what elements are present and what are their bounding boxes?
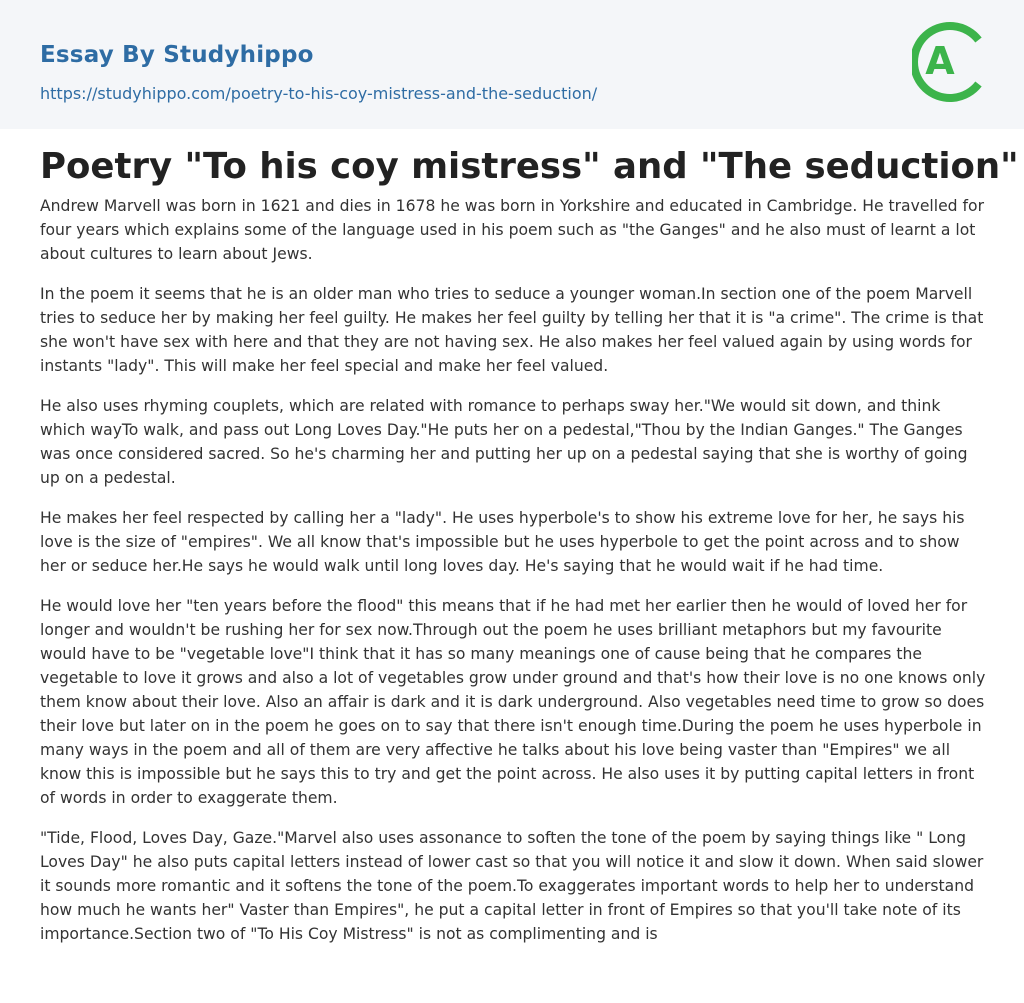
essay-body (40, 194, 988, 962)
source-url-link[interactable]: https://studyhippo.com/poetry-to-his-coy-mistress-and-the-seduction/ (40, 84, 598, 103)
essay-paragraph: He also uses rhyming couplets, which are related with romance to perhaps sway her."We would sit down, and think which wayTo walk, and pass out Long Loves Day."He puts her on a pedestal,"Thou by the Indian Ganges." The Ganges was once considered sacred. So he's charming her and putting her up on a pedestal saying that she is worthy of going up on a pedestal. (40, 397, 968, 487)
site-brand[interactable]: Essay By Studyhippo (40, 42, 314, 68)
page-title: Poetry "To his coy mistress" and "The seduction" (40, 146, 1019, 187)
essay-paragraph: Andrew Marvell was born in 1621 and dies in 1678 he was born in Yorkshire and educated in Cambridge. He travelled for four years which explains some of the language used in his poem such as "the Ganges" and he also must of learnt a lot about cultures to learn about Jews. (40, 197, 984, 263)
essay-paragraph: "Tide, Flood, Loves Day, Gaze."Marvel also uses assonance to soften the tone of the poem by saying things like " Long Loves Day" he also puts capital letters instead of lower cast so that you will notice it and slow it down. When said slower it sounds more romantic and it softens the tone of the poem.To exaggerates important words to help her to understand how much he wants her" Vaster than Empires", he put a capital letter in front of Empires so that you'll take note of its importance.Section two of "To His Coy Mistress" is not as complimenting and is (40, 829, 984, 943)
site-header (0, 0, 1024, 129)
essay-paragraph: He makes her feel respected by calling her a "lady". He uses hyperbole's to show his extreme love for her, he says his love is the size of "empires". We all know that's impossible but he uses hyperbole to get the point across and to show her or seduce her.He says he would walk until long loves day. He's saying that he would wait if he had time. (40, 509, 965, 575)
essay-paragraph: He would love her "ten years before the flood" this means that if he had met her earlier then he would of loved her for longer and wouldn't be rushing her for sex now.Through out the poem he uses brilliant metaphors but my favourite would have to be "vegetable love"I think that it has so many meanings one of cause being that he compares the vegetable to love it grows and also a lot of vegetables grow under ground and that's how their love is no one knows only them know about their love. Also an affair is dark and it is dark underground. Also vegetables need time to grow so does their love but later on in the poem he goes on to say that there isn't enough time.During the poem he uses hyperbole in many ways in the poem and all of them are very affective he talks about his love being vaster than "Empires" we all know this is impossible but he says this to try and get the point across. He also uses it by putting capital letters in front of words in order to exaggerate them. (40, 597, 986, 807)
studyhippo-logo-icon[interactable] (912, 20, 986, 104)
logo-letter: A (925, 39, 955, 83)
essay-paragraph: In the poem it seems that he is an older man who tries to seduce a younger woman.In section one of the poem Marvell tries to seduce her by making her feel guilty. He makes her feel guilty by telling her that it is "a crime". The crime is that she won't have sex with here and that they are not having sex. He also makes her feel valued again by using words for instants "lady". This will make her feel special and make her feel valued. (40, 285, 984, 375)
